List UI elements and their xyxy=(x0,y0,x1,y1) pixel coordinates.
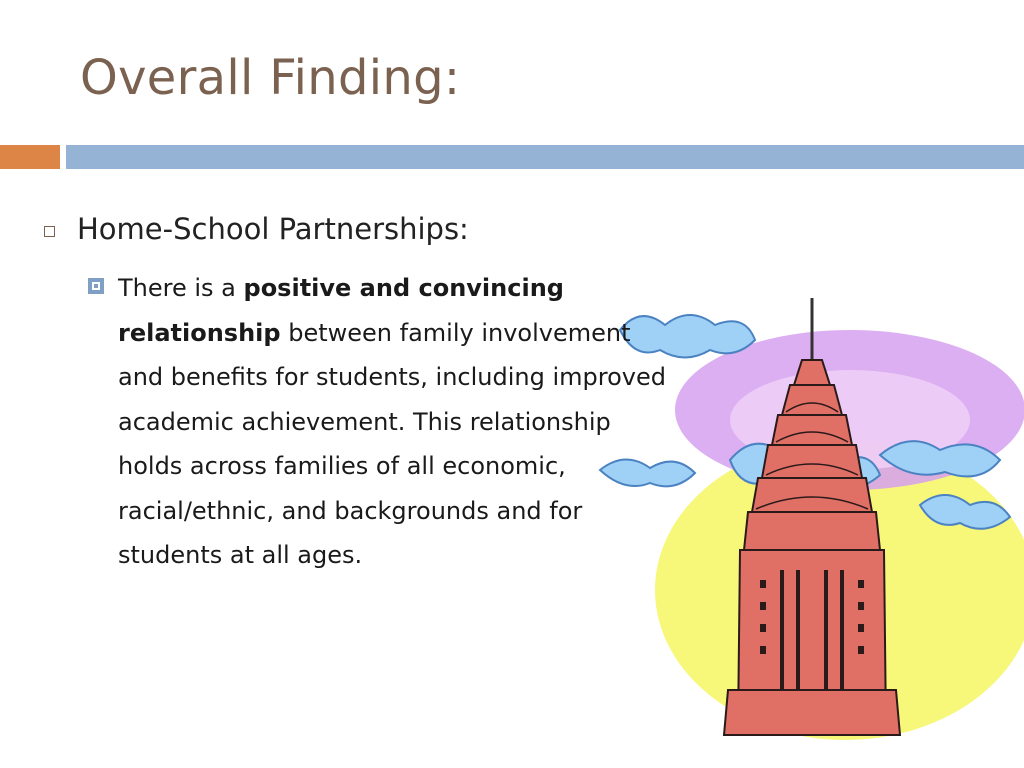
square-bullet-icon xyxy=(44,226,55,237)
section-heading: Home-School Partnerships: xyxy=(77,212,469,246)
bullet-level-2 xyxy=(88,266,678,578)
paragraph-emphasis: positive and convincing relationship xyxy=(118,274,564,347)
paragraph-rest: between family involvement and benefits for students, including improved academic achievement. This relationship holds across families of all economic, racial/ethnic, and backgrounds and for students at all ages. xyxy=(118,318,666,569)
paragraph-lead: There is a xyxy=(118,274,244,302)
accent-bar-blue xyxy=(66,145,1024,169)
accent-bar-orange xyxy=(0,145,60,169)
bullet-level-1 xyxy=(44,212,469,246)
filled-square-bullet-icon xyxy=(88,278,104,294)
finding-paragraph xyxy=(118,266,678,578)
slide-title: Overall Finding: xyxy=(80,50,461,106)
